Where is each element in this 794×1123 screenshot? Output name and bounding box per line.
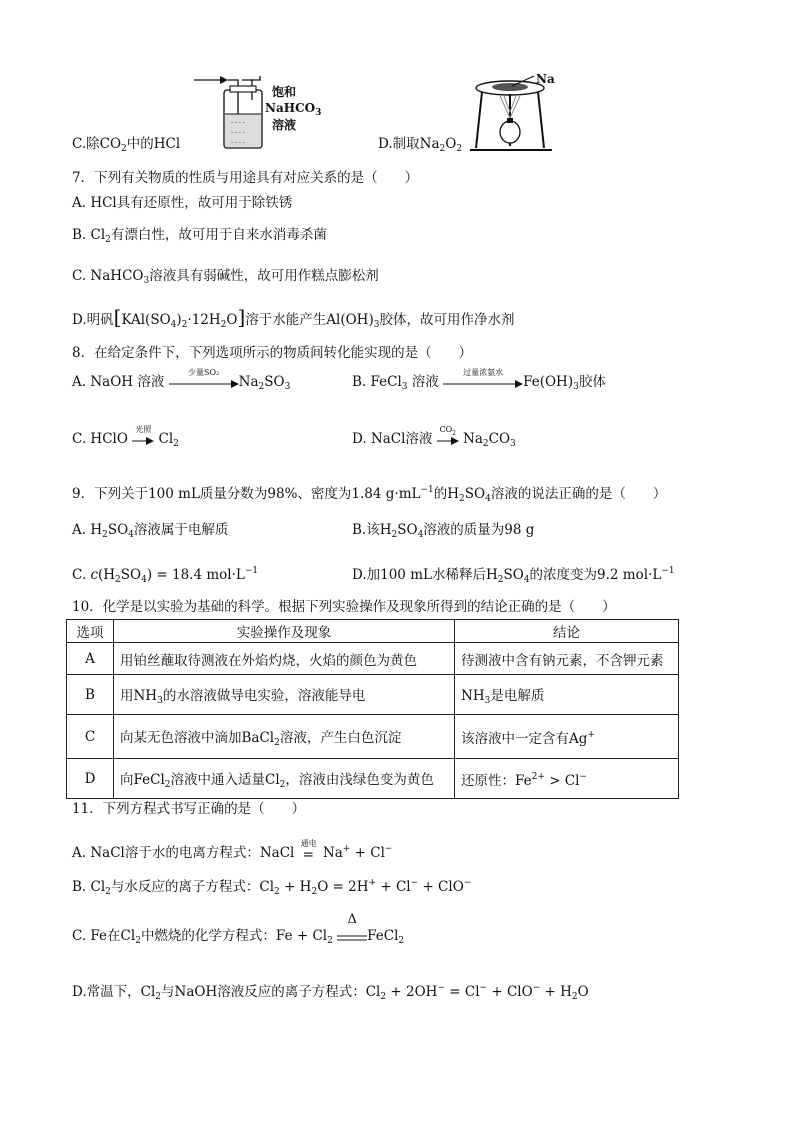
svg-text:- - - -: - - - - [231, 119, 245, 126]
q6-option-d-label: D.制取$Na_2O_2$ [378, 136, 463, 154]
row-operation: 用$NH_3$的水溶液做导电实验，溶液能导电 [114, 675, 455, 715]
table-row [67, 643, 679, 675]
q11-a-equals: 通电 = [300, 838, 317, 863]
q10-stem: 10．化学是以实验为基础的科学。根据下列实验操作及现象所得到的结论正确的是（ ） [72, 599, 616, 615]
row-option: D [67, 759, 114, 799]
q9-option-c: C. $c(H_2SO_4) = 18.4$ $mol\cdot L^{-1}$ [72, 566, 259, 585]
table-header-conclusion: 结论 [455, 620, 679, 643]
svg-text:- - - -: - - - - [231, 139, 245, 146]
row-operation: 向某无色溶液中滴加BaCl$_2$溶液，产生白色沉淀 [114, 715, 455, 759]
row-option: B [67, 675, 114, 715]
q11-option-d: D.常温下，$Cl_2$与NaOH溶液反应的离子方程式：$Cl_2 + 2OH^- = Cl^- + ClO^- + H_2O$ [72, 983, 589, 1002]
q8-b-arrow: 过量浓氨水 [443, 377, 523, 389]
q8-option-b: B. FeCl$_3$ 溶液 过量浓氨水 $Fe(OH)_3$胶体 [352, 367, 606, 392]
q11-c-equals: Δ [347, 911, 357, 927]
q7-option-d: D.明矾$[KAl(SO_4)_2\cdot 12H_2O]$溶于水能产生$Al(OH)_3$胶体，故可用作净水剂 [72, 305, 515, 330]
q7-option-a: A. HCl具有还原性，故可用于除铁锈 [72, 195, 293, 211]
row-option: C [67, 715, 114, 759]
svg-text:- - - -: - - - - [231, 129, 245, 136]
row-conclusion: 还原性：$Fe^{2+} > Cl^-$ [455, 759, 679, 799]
q8-option-a: A. NaOH 溶液 少量SO₂ $Na_2SO_3$ [72, 367, 291, 392]
wash-bottle-label-1: 饱和 [272, 85, 297, 99]
table-header-operation: 实验操作及现象 [114, 620, 455, 643]
q8-option-c: C. HClO 光照 $Cl_2$ [72, 424, 179, 449]
q7-stem: 7．下列有关物质的性质与用途具有对应关系的是（ ） [72, 170, 419, 186]
q9-option-b: B.该$H_2SO_4$溶液的质量为98 g [352, 522, 535, 540]
q11-option-a: A. NaCl溶于水的电离方程式：NaCl 通电 = Na+ + Cl− [72, 838, 393, 863]
row-conclusion: 待测液中含有钠元素，不含钾元素 [455, 643, 679, 675]
sodium-label: Na [536, 72, 555, 86]
table-row [67, 675, 679, 715]
table-row [67, 715, 679, 759]
q8-c-arrow: 光照 [132, 434, 154, 446]
q7-option-b: B. $Cl_2$有漂白性，故可用于自来水消毒杀菌 [72, 227, 327, 245]
q10-table [66, 619, 679, 799]
row-conclusion: 该溶液中一定含有Ag+ [455, 715, 679, 759]
q7-option-c: C. NaHCO$_3$溶液具有弱碱性，故可用作糕点膨松剂 [72, 268, 379, 286]
q9-option-d: D.加100 mL水稀释后$H_2SO_4$的浓度变为9.2 $mol\cdot L^{-1}$ [352, 566, 675, 585]
q11-option-b: B. $Cl_2$与水反应的离子方程式：$Cl_2 + H_2O = 2H^+ + Cl^- + ClO^-$ [72, 878, 472, 897]
table-header-row [67, 620, 679, 643]
q8-stem: 8．在给定条件下，下列选项所示的物质间转化能实现的是（ ） [72, 345, 473, 361]
row-operation: 向FeCl$_2$溶液中通入适量$Cl_2$，溶液由浅绿色变为黄色 [114, 759, 455, 799]
q8-a-arrow: 少量SO₂ [169, 377, 239, 389]
table-row [67, 759, 679, 799]
q9-stem: 9．下列关于100 mL质量分数为98%、密度为1.84 $g\cdot mL^{-1}$的$H_2SO_4$溶液的说法正确的是（ ） [72, 485, 667, 504]
q8-option-d: D. NaCl溶液 $CO_2$ $Na_2CO_3$ [352, 424, 516, 449]
q6-option-c-label: C.除$CO_2$中的HCl [72, 136, 181, 154]
wash-bottle-label-3: 溶液 [272, 118, 297, 132]
q8-d-arrow: $CO_2$ [437, 434, 459, 446]
q11-option-c: C. Fe在$Cl_2$中燃烧的化学方程式：$Fe + Cl_2$ Δ FeCl$_2$ [72, 911, 405, 946]
q9-option-a: A. $H_2SO_4$溶液属于电解质 [72, 522, 229, 540]
q11-stem: 11．下列方程式书写正确的是（ ） [72, 801, 306, 817]
row-option: A [67, 643, 114, 675]
table-header-option: 选项 [67, 620, 114, 643]
row-operation: 用铂丝蘸取待测液在外焰灼烧，火焰的颜色为黄色 [114, 643, 455, 675]
wash-bottle-label-2: NaHCO$_3$ [265, 101, 322, 118]
row-conclusion: $NH_3$是电解质 [455, 675, 679, 715]
